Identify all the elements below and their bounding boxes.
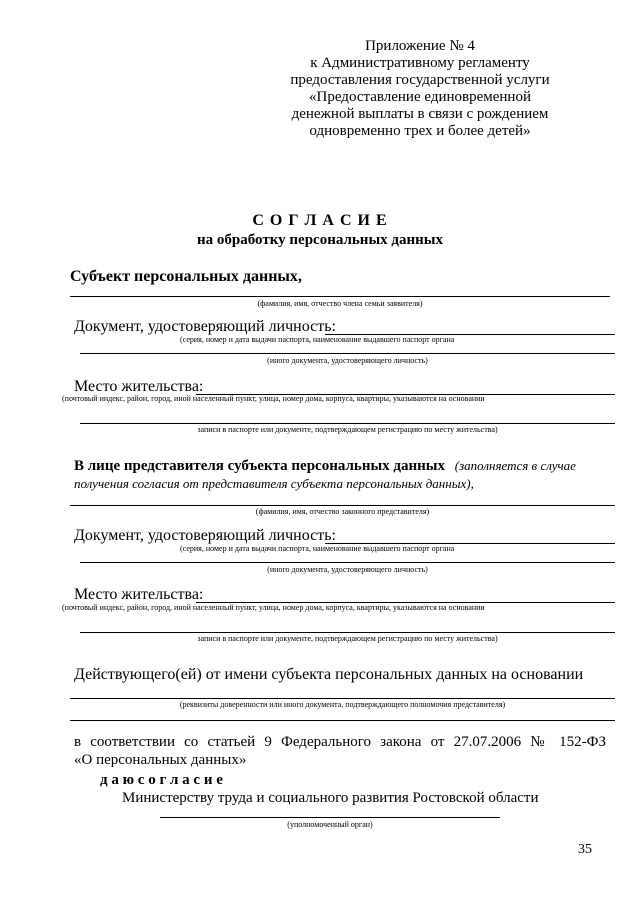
recipient-line[interactable] xyxy=(160,817,500,818)
representative-residence-line-2[interactable] xyxy=(80,632,615,633)
acting-caption: (реквизиты доверенности или иного документа, подтверждающего полномочия представителя) xyxy=(179,700,506,709)
subject-residence-caption: (почтовый индекс, район, город, иной населенный пункт, улица, номер дома, корпуса, квартиры, указываются на основании xyxy=(62,394,485,403)
subject-residence-caption-2: записи в паспорте или документе, подтверждающем регистрацию по месту жительства) xyxy=(197,425,498,434)
acting-basis-line-2[interactable] xyxy=(70,720,615,721)
appendix-line-3: «Предоставление единовременной xyxy=(309,89,531,105)
subject-residence-line-2[interactable] xyxy=(80,423,615,424)
subject-doc-label: Документ, удостоверяющий личность: xyxy=(74,318,336,335)
representative-name-caption: (фамилия, имя, отчество законного представителя) xyxy=(255,507,430,516)
representative-note-2: получения согласия от представителя субъекта персональных данных), xyxy=(74,476,474,491)
appendix-line-5: одновременно трех и более детей» xyxy=(309,123,531,139)
document-subtitle: на обработку персональных данных xyxy=(197,232,443,248)
consent-recipient: Министерству труда и социального развития Ростовской области xyxy=(122,790,539,806)
acting-basis-line[interactable] xyxy=(70,698,615,699)
consent-give: д а ю с о г л а с и е xyxy=(100,772,223,788)
representative-residence-caption-2: записи в паспорте или документе, подтверждающем регистрацию по месту жительства) xyxy=(197,634,498,643)
subject-doc-caption: (серия, номер и дата выдачи паспорта, наименование выдавшего паспорт органа xyxy=(180,335,455,344)
appendix-line-2: предоставления государственной услуги xyxy=(290,72,550,88)
representative-doc-caption-2: (иного документа, удостоверяющего личность) xyxy=(267,565,428,574)
recipient-caption: (уполномоченный орган) xyxy=(287,820,373,829)
representative-doc-line-2[interactable] xyxy=(80,562,615,563)
representative-label: В лице представителя субъекта персональных данных xyxy=(74,458,446,474)
representative-doc-caption: (серия, номер и дата выдачи паспорта, наименование выдавшего паспорт органа xyxy=(180,544,455,553)
representative-name-line[interactable] xyxy=(70,505,615,506)
representative-residence-caption: (почтовый индекс, район, город, иной населенный пункт, улица, номер дома, корпуса, квартиры, указываются на основании xyxy=(62,603,485,612)
representative-residence-label: Место жительства: xyxy=(74,586,204,603)
law-line-1: в соответствии со статьей 9 Федерального закона от 27.07.2006 № 152-ФЗ xyxy=(74,734,606,750)
subject-name-line[interactable] xyxy=(70,296,610,297)
representative-doc-label: Документ, удостоверяющий личность: xyxy=(74,527,336,544)
acting-label: Действующего(ей) от имени субъекта персональных данных на основании xyxy=(74,666,584,683)
document-title: С О Г Л А С И Е xyxy=(252,212,388,229)
appendix-title: Приложение № 4 xyxy=(365,38,475,54)
subject-name-caption: (фамилия, имя, отчество члена семьи заявителя) xyxy=(257,299,423,308)
page-number: 35 xyxy=(578,842,592,857)
subject-residence-label: Место жительства: xyxy=(74,378,204,395)
subject-doc-caption-2: (иного документа, удостоверяющего личность) xyxy=(267,356,428,365)
subject-label: Субъект персональных данных, xyxy=(70,268,302,285)
representative-block xyxy=(74,458,614,475)
appendix-line-1: к Административному регламенту xyxy=(310,55,530,71)
appendix-line-4: денежной выплаты в связи с рождением xyxy=(291,106,549,122)
representative-note: (заполняется в случае xyxy=(454,458,576,473)
subject-doc-line-2[interactable] xyxy=(80,353,615,354)
appendix-header xyxy=(270,38,570,140)
law-line-2: «О персональных данных» xyxy=(74,752,247,768)
